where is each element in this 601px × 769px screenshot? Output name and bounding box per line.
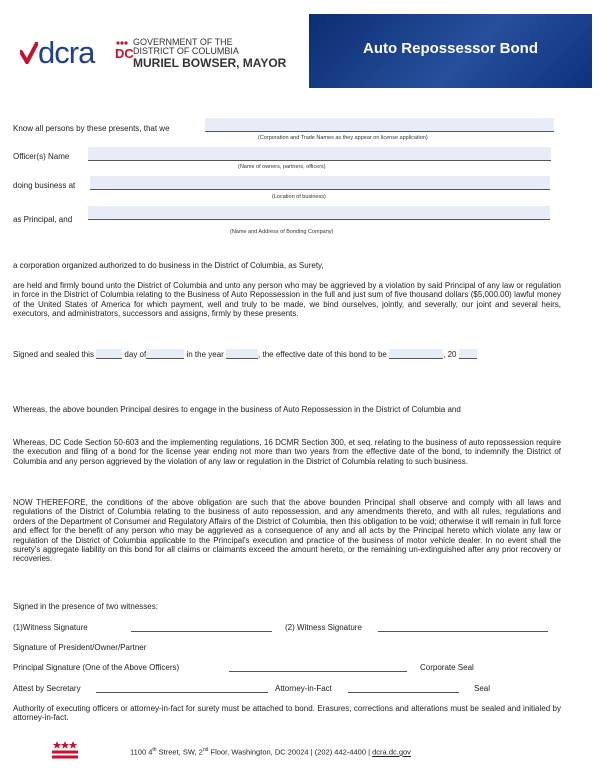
witness1-label: (1)Witness Signature: [13, 623, 88, 632]
dc-letters: DC: [115, 46, 134, 61]
witness1-signature-line[interactable]: [131, 630, 272, 632]
checkmark-icon: [20, 42, 38, 64]
attorney-signature-line[interactable]: [348, 691, 459, 693]
secretary-signature-line[interactable]: [96, 691, 268, 693]
know-all-label: Know all persons by these presents, that we: [13, 124, 170, 133]
corporate-seal-label: Corporate Seal: [420, 663, 474, 672]
month-field[interactable]: [146, 349, 184, 359]
dc-flag-icon: [52, 740, 78, 759]
footer-address: 1100 4th Street, SW, 2nd Floor, Washington, DC 20024 | (202) 442-4400 | dcra.dc.gov: [130, 747, 411, 757]
signed-sealed-line: Signed and sealed this day of in the year , the effective date of this bond to be , 20: [13, 349, 561, 359]
witness2-signature-line[interactable]: [378, 630, 548, 632]
witness2-label: (2) Witness Signature: [285, 623, 362, 632]
principal-signature-line[interactable]: [229, 670, 407, 672]
corporation-name-caption: (Corporation and Trade Names as they appear on license application): [258, 135, 428, 141]
bonding-company-caption: (Name and Address of Bonding Company): [230, 229, 334, 235]
attorney-label: Attorney-in-Fact: [275, 684, 332, 693]
surety-text: a corporation organized authorized to do business in the District of Columbia, as Surety,: [13, 261, 324, 270]
officers-label: Officer(s) Name: [13, 152, 70, 161]
dba-label: doing business at: [13, 181, 76, 190]
seal-label: Seal: [474, 684, 491, 693]
witnesses-heading: Signed in the presence of two witnesses:: [13, 602, 158, 611]
officers-name-field[interactable]: [88, 147, 551, 161]
year-field[interactable]: [226, 349, 258, 359]
principal-label: as Principal, and: [13, 215, 73, 224]
location-caption: (Location of business): [272, 194, 326, 200]
authority-note: Authority of executing officers or attorney-in-fact for surety must be attached to bond. Erasures, corrections and alterations must be sealed and initialed by attorney-in-fact.: [13, 704, 561, 723]
title-banner: [309, 14, 592, 88]
business-location-field[interactable]: [90, 176, 550, 190]
president-signature-label: Signature of President/Owner/Partner: [13, 643, 147, 652]
held-bound-paragraph: are held and firmly bound unto the District of Columbia and unto any person who may be aggrieved by a violation by said Principal of any law or regulation in force in the District of Columbia relating to the Business of Auto Repossession in the full and just sum of five thousand dollars ($5,000.00) lawful money of the United States of America for which payment, well and truly to be made, we bind ourselves, jointly, and severally, our joint and several heirs, executors, and administrators, successors and assigns, firmly by these presents.: [13, 281, 561, 319]
government-text: GOVERNMENT OF THE DISTRICT OF COLUMBIA: [133, 37, 239, 56]
website-link[interactable]: dcra.dc.gov: [372, 747, 411, 757]
bonding-company-field[interactable]: [88, 206, 550, 220]
corporation-name-field[interactable]: [205, 118, 554, 132]
page-title: Auto Repossessor Bond: [362, 40, 539, 57]
officers-caption: (Name of owners, partners, officers): [238, 164, 326, 170]
attest-label: Attest by Secretary: [13, 684, 81, 693]
whereas-principal-paragraph: Whereas, the above bounden Principal desires to engage in the business of Auto Repossession in the District of Columbia and: [13, 405, 461, 414]
logo-word: dcra: [38, 35, 95, 70]
now-therefore-paragraph: NOW THEREFORE, the conditions of the above obligation are such that the above bounden Principal shall observe and comply with all laws and regulations of the District of Columbia relating to the business of auto repossession, and any amendments thereto, and with all rules, regulations and orders of the Department of Consumer and Regulatory Affairs of the District of Columbia, then this obligation to be void; otherwise it will remain in full force and effect for the benefit of any person who may be aggrieved as a consequence of any and all acts by the Principal hereto which violate any law or regulation of the District of Columbia applicable to the Principal's execution and practice of the business of motor vehicle dealer. In no event shall the surety's aggregate liability on this bond for all claims or claimants exceed the amount hereto, or the remaining un-extinguished after any prior recovery or recoveries.: [13, 498, 561, 564]
whereas-code-paragraph: Whereas, DC Code Section 50-603 and the implementing regulations, 16 DCMR Section 300, et seq. relating to the business of auto repossession require the execution and filing of a bond for the license year ending not more than two years from the effective date of the bond, to indemnify the District of Columbia and any person aggrieved by the violation of any law or regulation in the District of Columbia relating to such business.: [13, 438, 561, 466]
dcra-logo: [18, 34, 298, 74]
principal-signature-label: Principal Signature (One of the Above Officers): [13, 663, 180, 672]
effective-date-field[interactable]: [389, 349, 443, 359]
day-field[interactable]: [96, 349, 122, 359]
effective-year-field[interactable]: [459, 349, 477, 359]
mayor-name: MURIEL BOWSER, MAYOR: [133, 56, 287, 70]
